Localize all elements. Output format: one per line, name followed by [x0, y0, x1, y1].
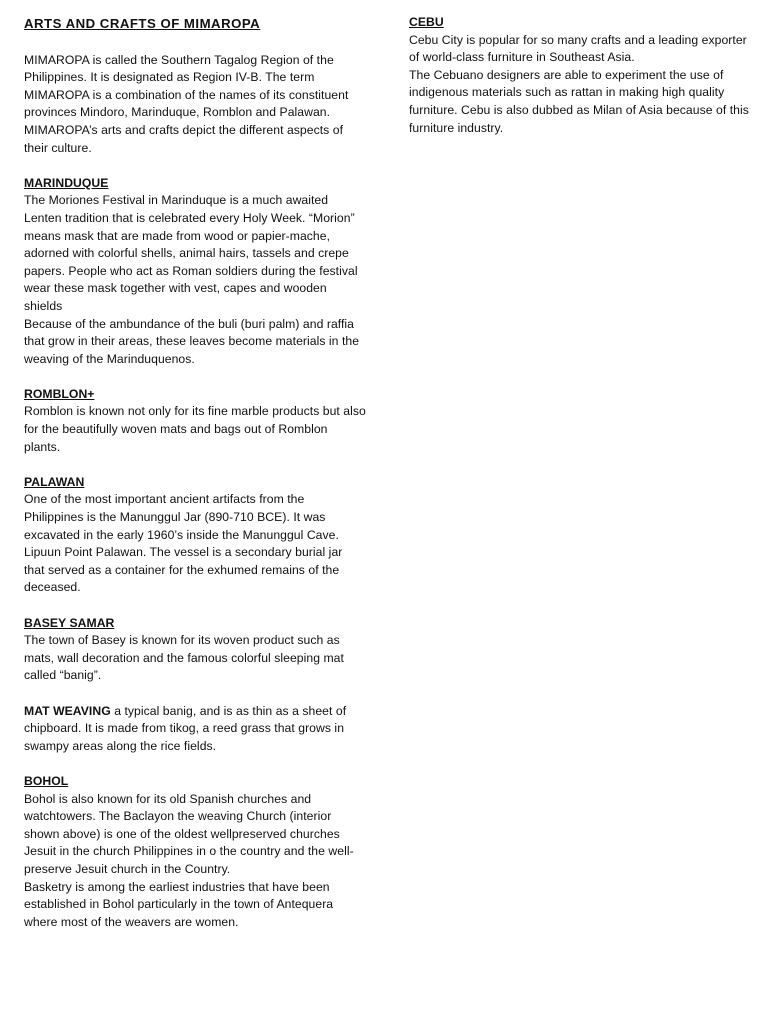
palawan-heading: PALAWAN: [24, 474, 85, 489]
intro-section: [24, 52, 366, 158]
marinduque-paragraph-2: Because of the ambundance of the buli (buri palm) and raffia that grow in their areas, these leaves become materials in the weaving of the Marinduquenos.: [24, 316, 360, 366]
mat-weaving-section: [24, 703, 366, 756]
romblon-section: [24, 386, 366, 456]
cebu-heading: CEBU: [409, 15, 444, 29]
cebu-section: [409, 14, 754, 137]
basey-samar-heading: BASEY SAMAR: [24, 615, 115, 630]
marinduque-paragraph-1: The Moriones Festival in Marinduque is a much awaited Lenten tradition that is celebrated every Holy Week. “Morion” means mask that are made from wood or papier-mache, adorned with colorful shells, animal hairs, tassels and crepe papers. People who act as Roman soldiers during the festival wear these mask together with vest, capes and wooden shields: [24, 193, 358, 313]
bohol-heading: BOHOL: [24, 773, 69, 788]
cebu-paragraph-1: Cebu City is popular for so many crafts and a leading exporter of world-class furniture in Southeast Asia.: [409, 32, 747, 65]
palawan-section: [24, 474, 366, 597]
basey-samar-section: [24, 615, 366, 685]
bohol-paragraph-1: Bohol is also known for its old Spanish churches and watchtowers. The Baclayon the weaving Church (interior shown above) is one of the oldest wellpreserved churches Jesuit in the church Philippines in o the country and the well- preserve Jesuit church in the Country.: [24, 791, 354, 876]
intro-paragraph: MIMAROPA is called the Southern Tagalog Region of the Philippines. It is designated as Region IV-B. The term MIMAROPA is a combination of the names of its constituent provinces Mindoro, Marinduque, Romblon and Palawan. MIMAROPA’s arts and crafts depict the different aspects of their culture.: [24, 52, 349, 155]
bohol-section: [24, 773, 366, 931]
marinduque-heading: MARINDUQUE: [24, 175, 109, 190]
marinduque-section: [24, 175, 366, 369]
romblon-paragraph: Romblon is known not only for its fine marble products but also for the beautifully woven mats and bags out of Romblon plants.: [24, 404, 366, 454]
document-title: ARTS AND CRAFTS OF MIMAROPA: [24, 16, 261, 31]
bohol-paragraph-2: Basketry is among the earliest industries that have been established in Bohol particularly in the town of Antequera where most of the weavers are women.: [24, 879, 334, 929]
palawan-paragraph: One of the most important ancient artifacts from the Philippines is the Manunggul Jar (890-710 BCE). It was excavated in the early 1960’s inside the Manunggul Cave. Lipuun Point Palawan. The vessel is a secondary burial jar that served as a container for the exhumed remains of the deceased.: [24, 492, 343, 595]
right-column: [409, 14, 754, 155]
cebu-paragraph-2: The Cebuano designers are able to experiment the use of indigenous materials such as rattan in making high quality furniture. Cebu is also dubbed as Milan of Asia because of this furniture industry.: [409, 67, 749, 135]
mat-weaving-heading: MAT WEAVING: [24, 703, 111, 718]
left-column: [24, 14, 366, 949]
mat-weaving-text: a typical banig, and is as thin as a sheet of chipboard. It is made from tikog, a reed grass that grows in swampy areas along the rice fields.: [24, 703, 347, 753]
mat-weaving-paragraph: [24, 703, 366, 756]
basey-samar-paragraph: The town of Basey is known for its woven product such as mats, wall decoration and the famous colorful sleeping mat called “banig”.: [24, 633, 344, 683]
romblon-heading: ROMBLON+: [24, 386, 95, 401]
